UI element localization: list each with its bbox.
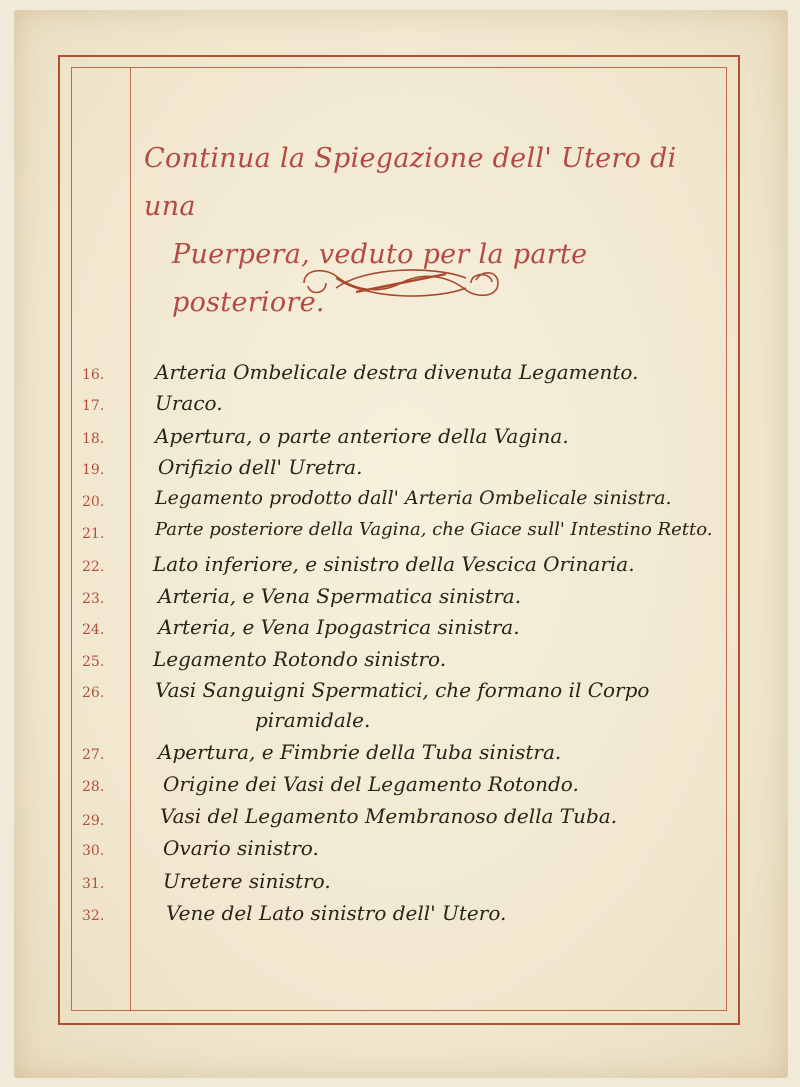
item-number: 29.	[82, 813, 105, 829]
item-text: Arteria, e Vena Ipogastrica sinistra.	[158, 615, 520, 639]
list-item	[0, 391, 800, 421]
list-item	[0, 836, 800, 866]
item-text: Apertura, e Fimbrie della Tuba sinistra.	[158, 740, 562, 764]
item-text: Uretere sinistro.	[163, 869, 331, 893]
item-number: 19.	[82, 462, 105, 478]
item-number: 31.	[82, 876, 105, 892]
list-item	[0, 772, 800, 802]
item-text: Legamento Rotondo sinistro.	[153, 647, 447, 671]
list-item	[0, 678, 800, 708]
list-item	[0, 869, 800, 899]
item-number: 16.	[82, 367, 105, 383]
list-item	[0, 360, 800, 390]
list-item	[0, 519, 800, 549]
item-text: Parte posteriore della Vagina, che Giace sull' Intestino Retto.	[155, 519, 713, 540]
item-text: Lato inferiore, e sinistro della Vescica Orinaria.	[153, 552, 635, 576]
item-text: Vasi del Legamento Membranoso della Tuba.	[160, 804, 618, 828]
list-item	[0, 647, 800, 677]
item-text: Vasi Sanguigni Spermatici, che formano il Corpo	[155, 678, 650, 702]
item-text: Vene del Lato sinistro dell' Utero.	[166, 901, 507, 925]
list-item	[0, 487, 800, 517]
item-text: Ovario sinistro.	[163, 836, 319, 860]
title-line-2: Puerpera, veduto per la parte posteriore.	[172, 239, 588, 318]
item-text: Origine dei Vasi del Legamento Rotondo.	[163, 772, 579, 796]
item-number: 25.	[82, 654, 105, 670]
list-item	[0, 455, 800, 485]
item-number: 24.	[82, 622, 105, 638]
item-number: 28.	[82, 779, 105, 795]
item-number: 23.	[82, 591, 105, 607]
list-item	[0, 584, 800, 614]
list-item	[0, 552, 800, 582]
list-item	[0, 424, 800, 454]
list-item	[0, 804, 800, 834]
list-item	[0, 740, 800, 770]
item-number: 32.	[82, 908, 105, 924]
item-text-continuation: piramidale.	[255, 708, 371, 732]
title-line-1: Continua la Spiegazione dell' Utero di una	[144, 143, 677, 222]
list-item	[0, 615, 800, 645]
item-number: 18.	[82, 431, 105, 447]
item-number: 26.	[82, 685, 105, 701]
list-item	[0, 901, 800, 931]
item-number: 20.	[82, 494, 105, 510]
list-item-continuation	[0, 708, 800, 738]
item-text: Legamento prodotto dall' Arteria Ombelicale sinistra.	[155, 487, 672, 509]
calligraphic-flourish	[296, 258, 506, 308]
item-text: Arteria, e Vena Spermatica sinistra.	[158, 584, 522, 608]
item-number: 22.	[82, 559, 105, 575]
item-text: Apertura, o parte anteriore della Vagina.	[155, 424, 569, 448]
item-text: Uraco.	[155, 391, 223, 415]
item-number: 27.	[82, 747, 105, 763]
item-number: 30.	[82, 843, 105, 859]
item-number: 17.	[82, 398, 105, 414]
item-text: Orifizio dell' Uretra.	[158, 455, 363, 479]
item-text: Arteria Ombelicale destra divenuta Legamento.	[155, 360, 639, 384]
item-number: 21.	[82, 526, 105, 542]
